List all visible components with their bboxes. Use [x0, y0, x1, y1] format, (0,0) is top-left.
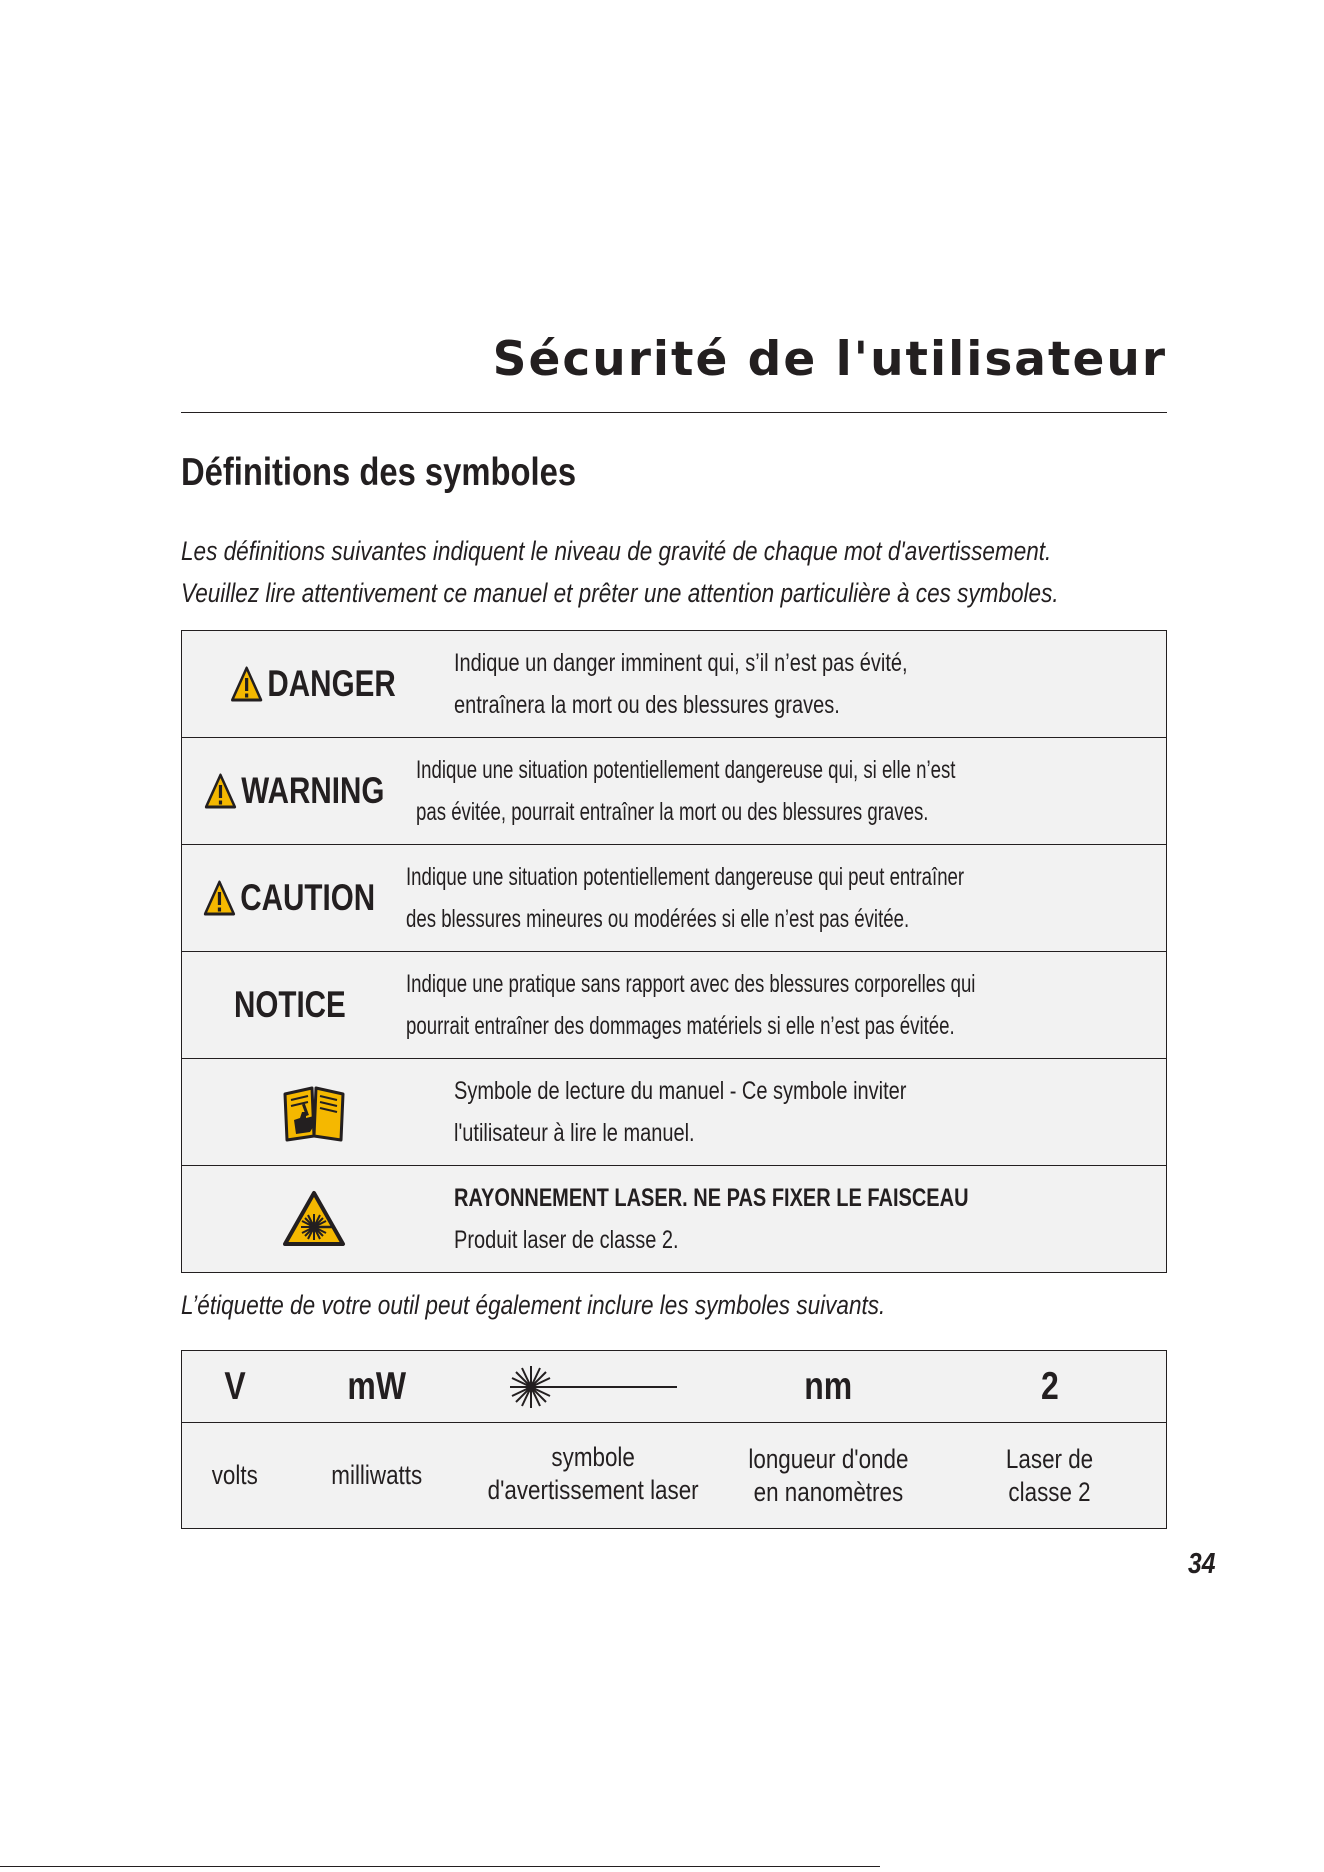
unit-description-cell: [288, 1423, 466, 1528]
title-divider: [181, 412, 1167, 413]
read-manual-icon: [282, 1082, 346, 1142]
unit-symbols-row: [182, 1351, 1166, 1423]
definition-row-warning: [182, 737, 1166, 844]
unit-symbol-nanometers: nm: [804, 1364, 852, 1408]
definition-line: l'utilisateur à lire le manuel.: [454, 1119, 695, 1147]
caution-label: CAUTION: [240, 877, 376, 918]
intro-paragraph: [181, 530, 1166, 614]
definition-line: entraînera la mort ou des blessures graves.: [454, 691, 840, 719]
definition-line: Indique une situation potentiellement dangereuse qui, si elle n’est: [415, 756, 956, 784]
definition-text-cell: [397, 845, 1166, 951]
label-note: L’étiquette de votre outil peut également inclure les symboles suivants.: [181, 1290, 886, 1320]
unit-symbol-cell: [288, 1351, 466, 1422]
unit-description: volts: [211, 1460, 259, 1490]
definition-text-cell: [445, 631, 1166, 737]
intro-line-2: Veuillez lire attentivement ce manuel et prêter une attention particulière à ces symboles.: [181, 578, 1059, 608]
definition-row-read-manual: [182, 1058, 1166, 1165]
definition-line: pas évitée, pourrait entraîner la mort ou des blessures graves.: [415, 798, 929, 826]
notice-signal-word: [234, 984, 346, 1026]
unit-symbol-cell: [466, 1351, 721, 1422]
definition-symbol-cell: [182, 738, 407, 844]
unit-description-cell: [721, 1423, 935, 1528]
definition-line: des blessures mineures ou modérées si elle n’est pas évitée.: [406, 905, 910, 933]
unit-symbol-milliwatts: mW: [347, 1364, 407, 1408]
notice-label: NOTICE: [233, 984, 346, 1025]
unit-symbol-class-2: 2: [1041, 1364, 1059, 1408]
warning-triangle-icon: [231, 666, 263, 702]
definition-row-danger: [182, 631, 1166, 737]
page-number: 34: [1188, 1548, 1216, 1580]
footer-divider: [0, 1866, 880, 1867]
definition-symbol-cell: [182, 952, 397, 1058]
definition-row-caution: [182, 844, 1166, 951]
definition-text-cell: [397, 952, 1166, 1058]
definition-line: Produit laser de classe 2.: [454, 1226, 679, 1254]
unit-description-cell: [466, 1423, 721, 1528]
unit-description-cell: [182, 1423, 288, 1528]
laser-warning-heading: RAYONNEMENT LASER. NE PAS FIXER LE FAISCEAU: [454, 1184, 969, 1212]
definition-symbol-cell: [182, 1166, 445, 1272]
definition-symbol-cell: [182, 631, 445, 737]
laser-beam-icon: [509, 1362, 679, 1412]
unit-description: Laser de: [1006, 1443, 1094, 1474]
definition-symbol-cell: [182, 845, 397, 951]
danger-label: DANGER: [267, 663, 397, 704]
unit-description: milliwatts: [331, 1460, 423, 1490]
unit-symbols-table: [181, 1350, 1167, 1529]
warning-label: WARNING: [241, 770, 385, 811]
unit-description: longueur d'onde: [747, 1443, 909, 1474]
definition-text-cell: [407, 738, 1176, 844]
unit-symbol-volts: V: [224, 1364, 246, 1408]
unit-symbol-cell: [935, 1351, 1165, 1422]
intro-line-1: Les définitions suivantes indiquent le niveau de gravité de chaque mot d'avertissement.: [181, 536, 1052, 566]
definition-text-cell: [445, 1059, 1166, 1165]
warning-triangle-icon: [204, 880, 236, 916]
unit-description: classe 2: [1008, 1476, 1092, 1507]
laser-warning-icon: [282, 1190, 346, 1248]
definition-line: Indique une pratique sans rapport avec des blessures corporelles qui: [406, 970, 976, 998]
unit-description-cell: [935, 1423, 1165, 1528]
unit-symbol-cell: [182, 1351, 288, 1422]
danger-signal-word: [231, 663, 396, 705]
definition-row-notice: [182, 951, 1166, 1058]
unit-descriptions-row: [182, 1423, 1166, 1528]
unit-symbol-cell: [721, 1351, 935, 1422]
definition-line: pourrait entraîner des dommages matériels si elle n’est pas évitée.: [406, 1012, 955, 1040]
warning-signal-word: [204, 770, 384, 812]
caution-signal-word: [204, 877, 376, 919]
definition-line: Indique une situation potentiellement dangereuse qui peut entraîner: [406, 863, 965, 891]
section-heading: Définitions des symboles: [181, 451, 577, 494]
unit-description: symbole: [551, 1442, 636, 1472]
warning-triangle-icon: [204, 773, 236, 809]
unit-description: en nanomètres: [753, 1476, 903, 1507]
unit-description: d'avertissement laser: [487, 1475, 700, 1505]
definition-symbol-cell: [182, 1059, 445, 1165]
definition-text-cell: [445, 1166, 1166, 1272]
definition-line: Symbole de lecture du manuel - Ce symbole inviter: [454, 1077, 907, 1105]
definition-row-laser: [182, 1165, 1166, 1272]
symbol-definitions-table: [181, 630, 1167, 1273]
page-title: Sécurité de l'utilisateur: [492, 332, 1167, 387]
definition-line: Indique un danger imminent qui, s’il n’est pas évité,: [454, 649, 908, 677]
